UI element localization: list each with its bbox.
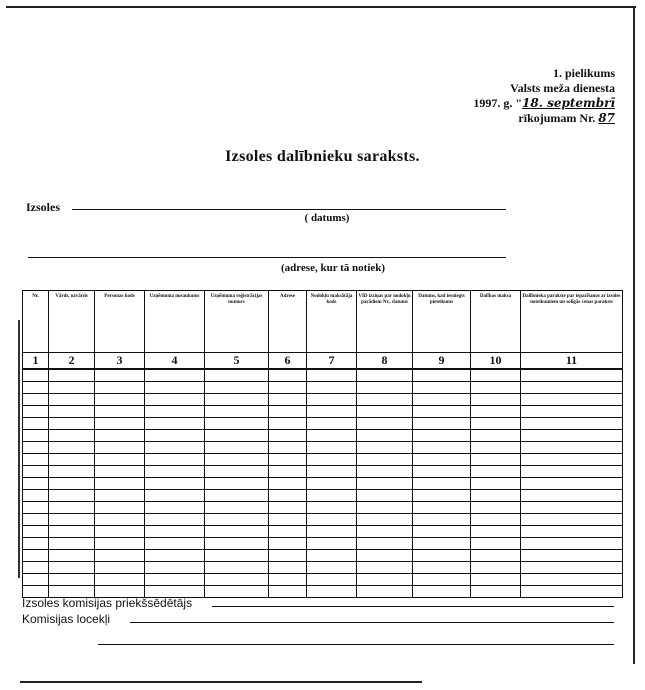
chair-signature-label: Izsoles komisijas priekšsēdētājs xyxy=(22,596,193,610)
table-cell[interactable] xyxy=(307,466,357,478)
table-row xyxy=(23,514,623,526)
table-cell[interactable] xyxy=(521,418,623,430)
table-cell[interactable] xyxy=(95,562,145,574)
table-cell[interactable] xyxy=(95,418,145,430)
table-cell[interactable] xyxy=(471,526,521,538)
table-cell[interactable] xyxy=(95,406,145,418)
table-cell[interactable] xyxy=(95,382,145,394)
appendix-reference xyxy=(473,66,615,126)
table-cell[interactable] xyxy=(413,562,471,574)
table-cell[interactable] xyxy=(145,454,205,466)
table-cell[interactable] xyxy=(471,562,521,574)
table-cell[interactable] xyxy=(269,394,307,406)
table-cell[interactable] xyxy=(49,502,95,514)
column-number: 2 xyxy=(49,353,95,370)
table-cell[interactable] xyxy=(307,418,357,430)
table-row xyxy=(23,562,623,574)
table-cell[interactable] xyxy=(205,586,269,598)
table-cell[interactable] xyxy=(307,369,357,382)
table-cell[interactable] xyxy=(145,442,205,454)
table-cell[interactable] xyxy=(307,430,357,442)
table-cell[interactable] xyxy=(269,466,307,478)
table-cell[interactable] xyxy=(95,490,145,502)
table-cell[interactable] xyxy=(307,406,357,418)
table-cell[interactable] xyxy=(357,526,413,538)
table-cell[interactable] xyxy=(23,550,49,562)
table-cell[interactable] xyxy=(145,574,205,586)
table-row xyxy=(23,369,623,382)
table-cell[interactable] xyxy=(23,478,49,490)
table-row xyxy=(23,574,623,586)
table-cell[interactable] xyxy=(521,490,623,502)
column-header: Nodokļu maksātāja kods xyxy=(307,291,357,353)
table-cell[interactable] xyxy=(413,526,471,538)
table-row xyxy=(23,526,623,538)
table-cell[interactable] xyxy=(307,490,357,502)
table-cell[interactable] xyxy=(95,514,145,526)
table-cell[interactable] xyxy=(413,394,471,406)
page-border-bottom xyxy=(20,681,422,683)
column-number: 9 xyxy=(413,353,471,370)
table-cell[interactable] xyxy=(357,502,413,514)
table-cell[interactable] xyxy=(23,538,49,550)
document-title: Izsoles dalībnieku saraksts. xyxy=(225,148,420,165)
table-cell[interactable] xyxy=(269,490,307,502)
table-cell[interactable] xyxy=(145,526,205,538)
table-cell[interactable] xyxy=(471,394,521,406)
table-cell[interactable] xyxy=(413,574,471,586)
table-cell[interactable] xyxy=(49,418,95,430)
table-cell[interactable] xyxy=(521,442,623,454)
table-cell[interactable] xyxy=(471,538,521,550)
table-cell[interactable] xyxy=(307,562,357,574)
table-cell[interactable] xyxy=(413,478,471,490)
table-row xyxy=(23,502,623,514)
table-header-row xyxy=(23,291,623,353)
column-number: 10 xyxy=(471,353,521,370)
table-cell[interactable] xyxy=(269,502,307,514)
appendix-date-prefix: 1997. g. " xyxy=(473,96,523,110)
participants-table xyxy=(22,290,623,598)
column-header: Uzņēmuma nosaukums xyxy=(145,291,205,353)
table-cell[interactable] xyxy=(357,490,413,502)
table-cell[interactable] xyxy=(357,478,413,490)
table-cell[interactable] xyxy=(521,406,623,418)
table-cell[interactable] xyxy=(521,454,623,466)
table-cell[interactable] xyxy=(205,514,269,526)
column-header: Uzņēmuma reģistrācijas numurs xyxy=(205,291,269,353)
table-cell[interactable] xyxy=(205,550,269,562)
table-cell[interactable] xyxy=(145,406,205,418)
table-cell[interactable] xyxy=(413,514,471,526)
page-border-top xyxy=(6,6,636,8)
table-cell[interactable] xyxy=(95,454,145,466)
table-cell[interactable] xyxy=(23,394,49,406)
table-cell[interactable] xyxy=(357,514,413,526)
table-cell[interactable] xyxy=(471,550,521,562)
chair-signature-line[interactable] xyxy=(212,606,614,607)
table-cell[interactable] xyxy=(145,466,205,478)
table-cell[interactable] xyxy=(521,369,623,382)
table-cell[interactable] xyxy=(49,550,95,562)
table-cell[interactable] xyxy=(49,454,95,466)
table-row xyxy=(23,454,623,466)
table-cell[interactable] xyxy=(413,418,471,430)
table-cell[interactable] xyxy=(23,406,49,418)
table-cell[interactable] xyxy=(521,538,623,550)
table-cell[interactable] xyxy=(49,514,95,526)
table-cell[interactable] xyxy=(205,490,269,502)
table-cell[interactable] xyxy=(23,382,49,394)
table-cell[interactable] xyxy=(307,382,357,394)
table-cell[interactable] xyxy=(413,490,471,502)
table-cell[interactable] xyxy=(357,466,413,478)
date-caption: ( datums) xyxy=(304,212,350,224)
table-cell[interactable] xyxy=(357,406,413,418)
table-cell[interactable] xyxy=(145,514,205,526)
table-cell[interactable] xyxy=(307,442,357,454)
table-cell[interactable] xyxy=(269,550,307,562)
table-cell[interactable] xyxy=(307,586,357,598)
table-cell[interactable] xyxy=(471,490,521,502)
table-cell[interactable] xyxy=(205,382,269,394)
table-cell[interactable] xyxy=(357,550,413,562)
table-cell[interactable] xyxy=(471,418,521,430)
handwritten-date: 18. septembrī xyxy=(522,96,615,110)
table-cell[interactable] xyxy=(205,442,269,454)
table-cell[interactable] xyxy=(471,478,521,490)
column-header: Vārds, uzvārds xyxy=(49,291,95,353)
table-cell[interactable] xyxy=(269,526,307,538)
table-cell[interactable] xyxy=(205,454,269,466)
table-cell[interactable] xyxy=(413,502,471,514)
table-cell[interactable] xyxy=(521,562,623,574)
table-cell[interactable] xyxy=(307,574,357,586)
page-border-right xyxy=(633,6,635,664)
table-cell[interactable] xyxy=(49,478,95,490)
table-row xyxy=(23,538,623,550)
table-cell[interactable] xyxy=(269,454,307,466)
table-row xyxy=(23,430,623,442)
appendix-issuer: Valsts meža dienesta xyxy=(510,81,615,95)
column-number: 11 xyxy=(521,353,623,370)
table-cell[interactable] xyxy=(145,430,205,442)
members-signature-label: Komisijas locekļi xyxy=(22,612,111,626)
handwritten-order-number: 87 xyxy=(598,111,615,125)
table-cell[interactable] xyxy=(269,418,307,430)
table-cell[interactable] xyxy=(471,502,521,514)
table-cell[interactable] xyxy=(357,369,413,382)
table-cell[interactable] xyxy=(521,586,623,598)
table-cell[interactable] xyxy=(413,442,471,454)
table-cell[interactable] xyxy=(521,394,623,406)
table-cell[interactable] xyxy=(307,514,357,526)
table-cell[interactable] xyxy=(95,369,145,382)
table-cell[interactable] xyxy=(413,550,471,562)
table-cell[interactable] xyxy=(357,394,413,406)
table-cell[interactable] xyxy=(145,502,205,514)
column-header: Personas kods xyxy=(95,291,145,353)
table-cell[interactable] xyxy=(413,369,471,382)
column-number: 6 xyxy=(269,353,307,370)
table-cell[interactable] xyxy=(413,406,471,418)
table-cell[interactable] xyxy=(471,454,521,466)
table-row xyxy=(23,550,623,562)
table-cell[interactable] xyxy=(471,382,521,394)
table-cell[interactable] xyxy=(95,394,145,406)
table-cell[interactable] xyxy=(145,394,205,406)
table-row xyxy=(23,466,623,478)
table-cell[interactable] xyxy=(95,442,145,454)
table-cell[interactable] xyxy=(269,369,307,382)
table-cell[interactable] xyxy=(23,514,49,526)
table-cell[interactable] xyxy=(357,454,413,466)
appendix-order xyxy=(473,111,615,126)
table-cell[interactable] xyxy=(521,478,623,490)
table-cell[interactable] xyxy=(269,514,307,526)
table-cell[interactable] xyxy=(49,442,95,454)
table-cell[interactable] xyxy=(49,369,95,382)
column-header: Dalībnieka parakste par iepazīšanos ar izsoles noteikumiem un solīgās cenas paraksts xyxy=(521,291,623,353)
table-cell[interactable] xyxy=(269,442,307,454)
table-cell[interactable] xyxy=(357,574,413,586)
table-cell[interactable] xyxy=(145,478,205,490)
auction-label: Izsoles xyxy=(26,200,60,214)
table-cell[interactable] xyxy=(23,369,49,382)
table-cell[interactable] xyxy=(521,550,623,562)
table-cell[interactable] xyxy=(49,430,95,442)
table-cell[interactable] xyxy=(23,454,49,466)
appendix-number: 1. pielikums xyxy=(552,66,615,80)
table-cell[interactable] xyxy=(95,466,145,478)
table-cell[interactable] xyxy=(95,430,145,442)
table-cell[interactable] xyxy=(95,574,145,586)
table-cell[interactable] xyxy=(471,574,521,586)
table-cell[interactable] xyxy=(269,406,307,418)
table-row xyxy=(23,442,623,454)
table-cell[interactable] xyxy=(49,538,95,550)
column-number: 3 xyxy=(95,353,145,370)
page-border-left xyxy=(18,320,20,578)
column-number-row xyxy=(23,353,623,370)
table-cell[interactable] xyxy=(145,382,205,394)
table-cell[interactable] xyxy=(49,382,95,394)
table-cell[interactable] xyxy=(269,586,307,598)
table-cell[interactable] xyxy=(23,526,49,538)
table-cell[interactable] xyxy=(23,502,49,514)
table-cell[interactable] xyxy=(521,430,623,442)
table-cell[interactable] xyxy=(145,490,205,502)
table-cell[interactable] xyxy=(205,430,269,442)
table-row xyxy=(23,490,623,502)
column-number: 1 xyxy=(23,353,49,370)
table-cell[interactable] xyxy=(307,454,357,466)
table-cell[interactable] xyxy=(205,418,269,430)
table-cell[interactable] xyxy=(521,514,623,526)
table-cell[interactable] xyxy=(205,466,269,478)
table-cell[interactable] xyxy=(49,490,95,502)
table-cell[interactable] xyxy=(471,514,521,526)
column-header: Nr. xyxy=(23,291,49,353)
table-cell[interactable] xyxy=(307,550,357,562)
table-cell[interactable] xyxy=(23,418,49,430)
table-cell[interactable] xyxy=(23,562,49,574)
table-cell[interactable] xyxy=(95,526,145,538)
table-cell[interactable] xyxy=(49,466,95,478)
table-cell[interactable] xyxy=(49,526,95,538)
table-cell[interactable] xyxy=(145,538,205,550)
table-cell[interactable] xyxy=(307,502,357,514)
table-cell[interactable] xyxy=(471,466,521,478)
table-cell[interactable] xyxy=(307,394,357,406)
table-cell[interactable] xyxy=(413,382,471,394)
table-cell[interactable] xyxy=(521,574,623,586)
table-cell[interactable] xyxy=(269,562,307,574)
appendix-order-prefix: rīkojumam Nr. xyxy=(518,111,596,125)
table-cell[interactable] xyxy=(49,394,95,406)
table-cell[interactable] xyxy=(269,478,307,490)
table-cell[interactable] xyxy=(307,538,357,550)
table-cell[interactable] xyxy=(23,442,49,454)
table-cell[interactable] xyxy=(145,369,205,382)
table-cell[interactable] xyxy=(23,466,49,478)
table-cell[interactable] xyxy=(357,586,413,598)
table-cell[interactable] xyxy=(357,562,413,574)
table-cell[interactable] xyxy=(307,526,357,538)
table-cell[interactable] xyxy=(145,418,205,430)
table-cell[interactable] xyxy=(471,442,521,454)
table-cell[interactable] xyxy=(269,382,307,394)
table-cell[interactable] xyxy=(357,442,413,454)
table-cell[interactable] xyxy=(205,406,269,418)
appendix-date xyxy=(473,96,615,111)
column-header: Datums, kad iesniegts pieteikums xyxy=(413,291,471,353)
table-row xyxy=(23,394,623,406)
table-cell[interactable] xyxy=(307,478,357,490)
table-cell[interactable] xyxy=(471,369,521,382)
column-number: 4 xyxy=(145,353,205,370)
table-cell[interactable] xyxy=(205,562,269,574)
auction-date-line[interactable] xyxy=(72,209,506,210)
table-cell[interactable] xyxy=(49,574,95,586)
table-cell[interactable] xyxy=(205,502,269,514)
member-signature-line-1[interactable] xyxy=(130,622,614,623)
address-caption: (adrese, kur tā notiek) xyxy=(280,262,386,274)
table-cell[interactable] xyxy=(413,454,471,466)
table-row xyxy=(23,418,623,430)
table-row xyxy=(23,406,623,418)
column-header: Adrese xyxy=(269,291,307,353)
table-cell[interactable] xyxy=(357,538,413,550)
table-cell[interactable] xyxy=(521,466,623,478)
table-cell[interactable] xyxy=(145,550,205,562)
table-cell[interactable] xyxy=(413,430,471,442)
table-cell[interactable] xyxy=(357,382,413,394)
table-cell[interactable] xyxy=(205,478,269,490)
column-header: Dalības maksa xyxy=(471,291,521,353)
table-cell[interactable] xyxy=(95,502,145,514)
table-cell[interactable] xyxy=(269,538,307,550)
table-cell[interactable] xyxy=(49,406,95,418)
member-signature-line-2[interactable] xyxy=(98,644,614,645)
table-cell[interactable] xyxy=(357,430,413,442)
auction-address-line[interactable] xyxy=(28,257,506,258)
table-cell[interactable] xyxy=(205,369,269,382)
table-cell[interactable] xyxy=(205,526,269,538)
table-cell[interactable] xyxy=(521,526,623,538)
table-row xyxy=(23,382,623,394)
table-cell[interactable] xyxy=(23,574,49,586)
table-cell[interactable] xyxy=(413,466,471,478)
table-cell[interactable] xyxy=(23,430,49,442)
table-cell[interactable] xyxy=(521,382,623,394)
table-cell[interactable] xyxy=(205,574,269,586)
table-cell[interactable] xyxy=(145,562,205,574)
table-cell[interactable] xyxy=(357,418,413,430)
table-cell[interactable] xyxy=(23,490,49,502)
table-cell[interactable] xyxy=(49,562,95,574)
table-cell[interactable] xyxy=(471,586,521,598)
table-cell[interactable] xyxy=(269,430,307,442)
table-cell[interactable] xyxy=(471,406,521,418)
column-header: VID izziņas par nodokļu parādiem Nr., datums xyxy=(357,291,413,353)
table-cell[interactable] xyxy=(205,538,269,550)
column-number: 8 xyxy=(357,353,413,370)
table-cell[interactable] xyxy=(205,394,269,406)
table-cell[interactable] xyxy=(413,538,471,550)
table-cell[interactable] xyxy=(95,478,145,490)
table-cell[interactable] xyxy=(471,430,521,442)
table-row xyxy=(23,478,623,490)
table-cell[interactable] xyxy=(95,538,145,550)
column-number: 7 xyxy=(307,353,357,370)
table-cell[interactable] xyxy=(521,502,623,514)
table-cell[interactable] xyxy=(269,574,307,586)
column-number: 5 xyxy=(205,353,269,370)
table-cell[interactable] xyxy=(413,586,471,598)
table-cell[interactable] xyxy=(95,550,145,562)
